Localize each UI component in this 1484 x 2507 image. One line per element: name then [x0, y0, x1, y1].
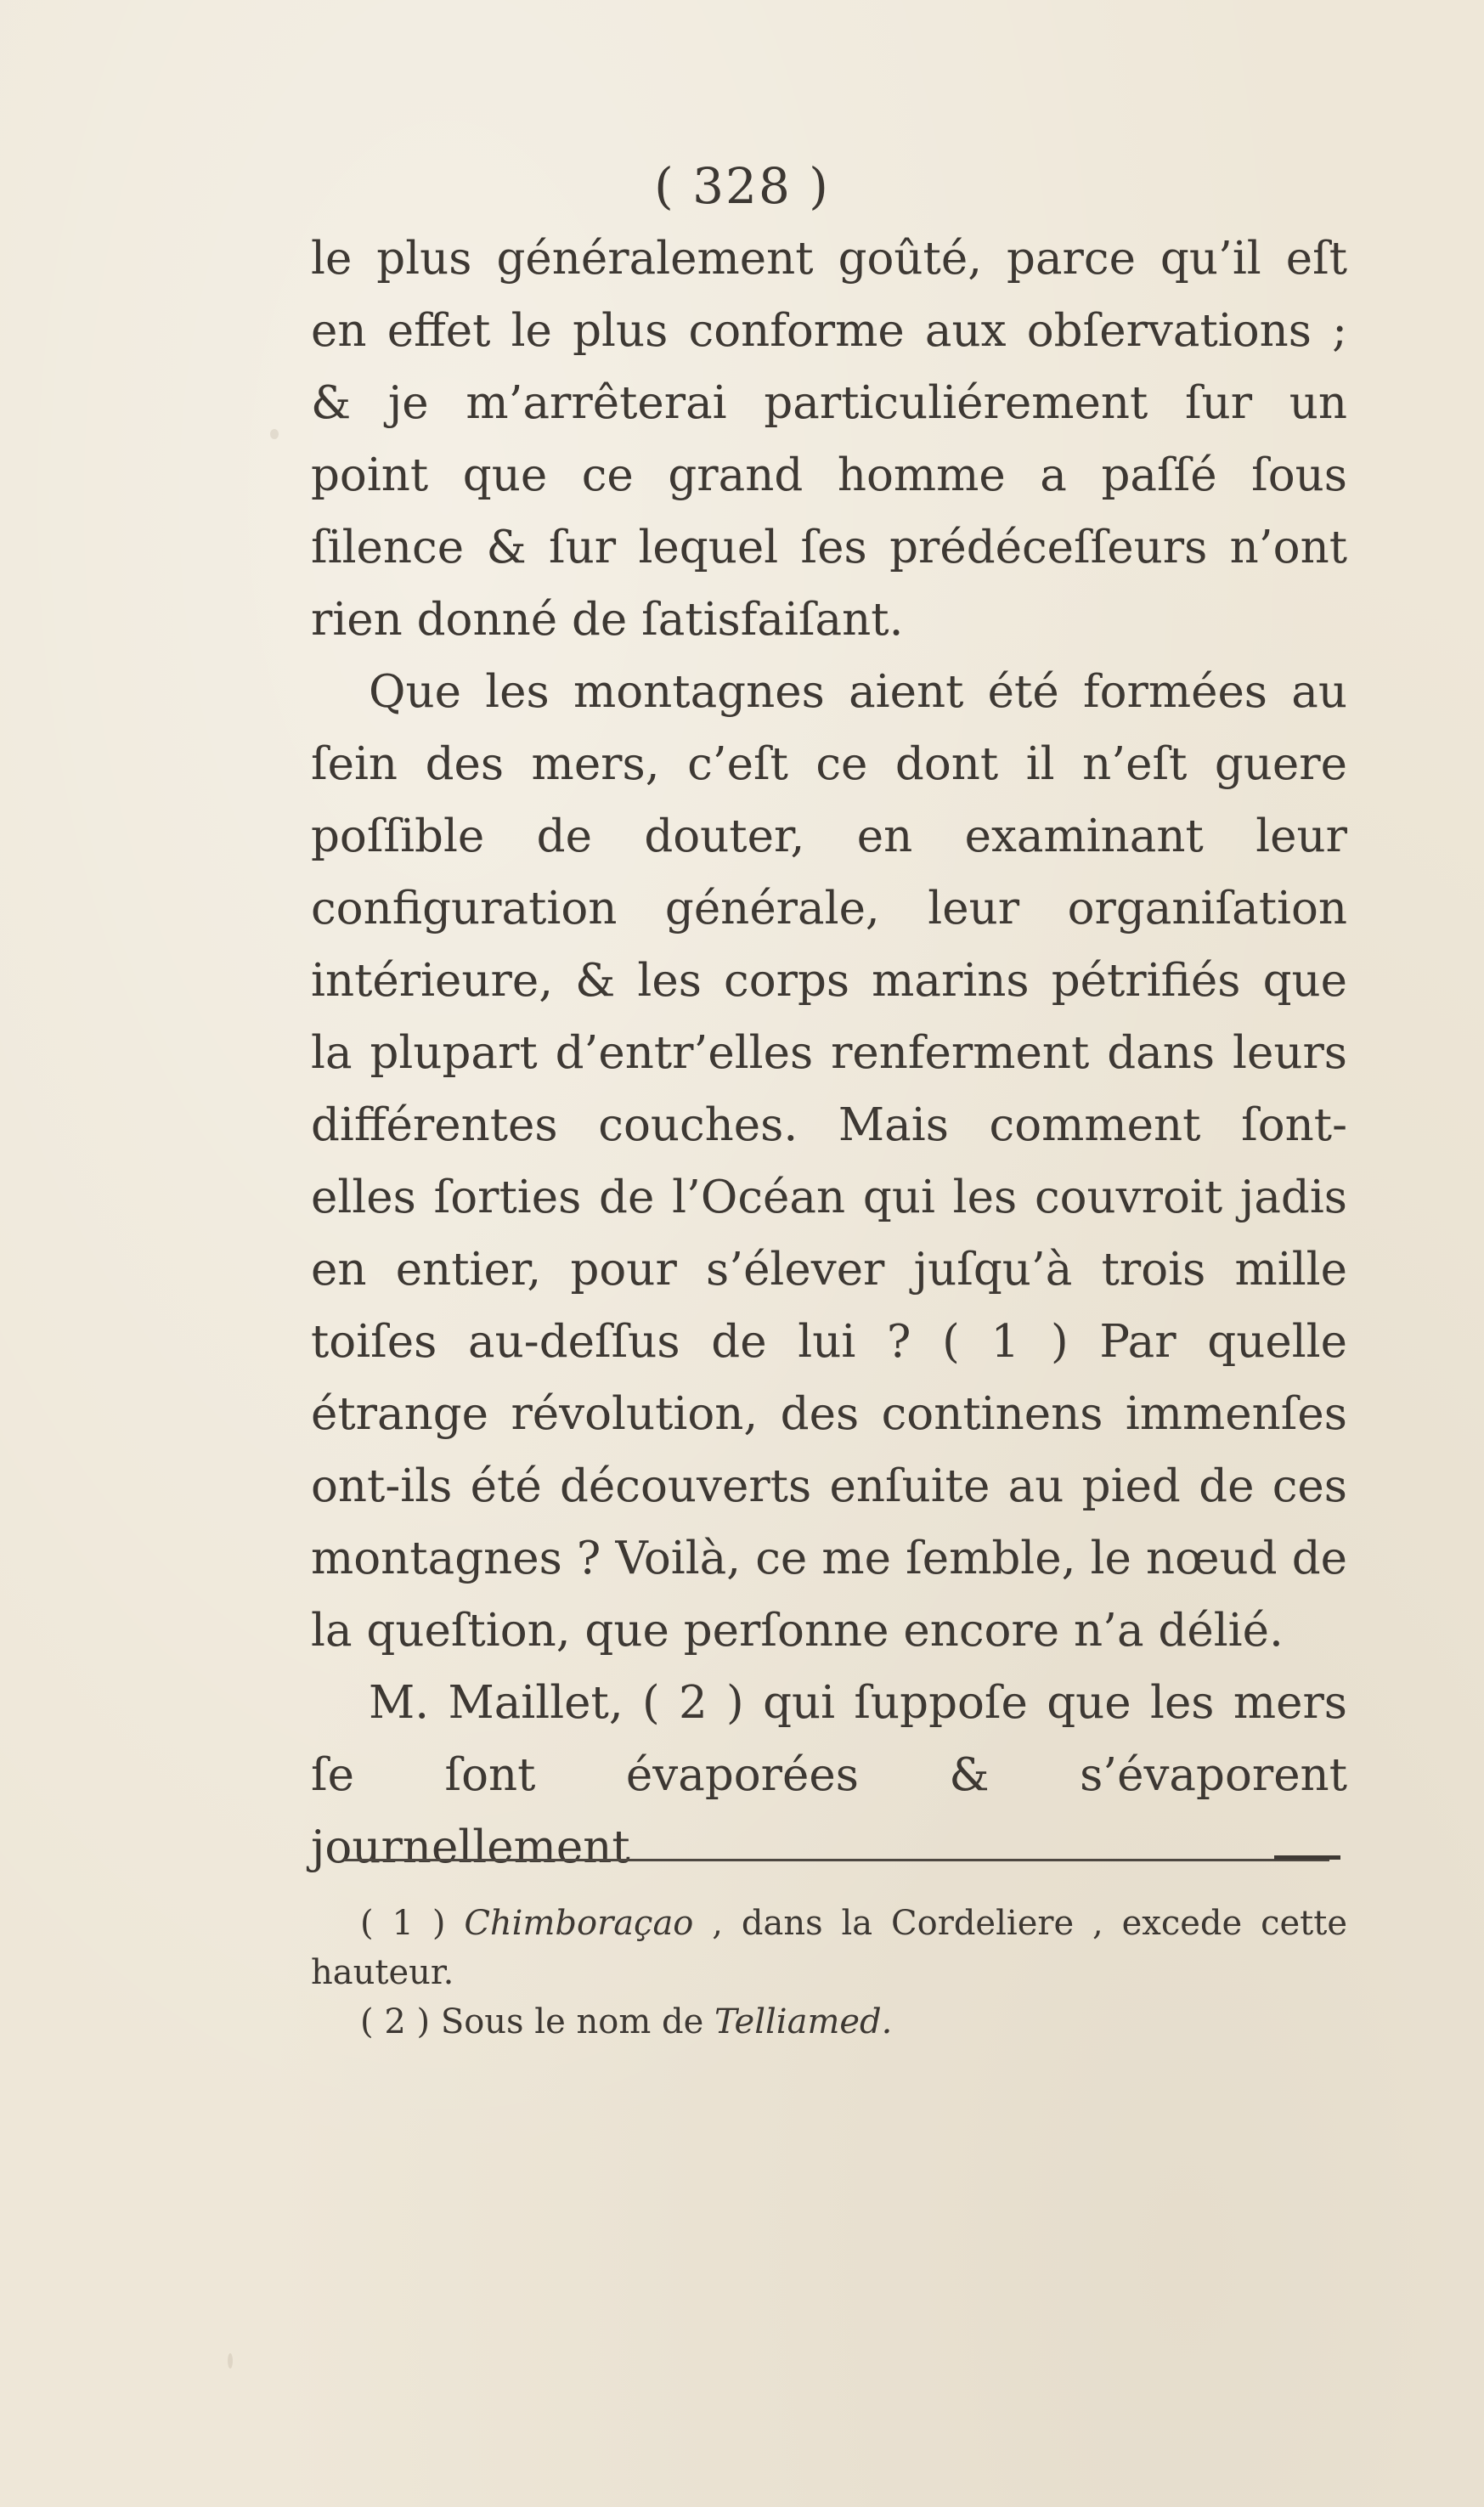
paragraph-2: Que les montagnes aient été formées au ſein des mers, c’eſt ce dont il n’eſt guere poſſible de douter, en examinant leur configuration générale, leur organiſation intérieure, & les corps marins pétrifiés que la plupart d’entr’elles renferment dans leurs différentes couches. Mais comment ſont-elles ſorties de l’Océan qui les couvroit jadis en entier, pour s’élever juſqu’à trois mille toiſes au-deſſus de lui ? ( 1 ) Par quelle étrange révolution, des continens immenſes ont-ils été découverts enſuite au pied de ces montagnes ? Voilà, ce me ſemble, le nœud de la queſtion, que perſonne encore n’a délié. [311, 666, 1347, 1657]
page-number: ( 328 ) [654, 157, 830, 215]
footnote-1-term: Chimboraçao [464, 1904, 694, 1943]
paper-spot [228, 2353, 233, 2369]
footnote-2-term: Telliamed. [714, 2002, 893, 2041]
paper-spot [270, 429, 279, 439]
footnote-1-text: , dans la Cordeliere , excede cette hauteur. [311, 1904, 1347, 1992]
footnote-1-marker: ( 1 ) [360, 1904, 465, 1943]
footnote-1 [311, 1899, 1347, 1997]
paragraph-1: le plus généralement goûté, parce qu’il eſt en effet le plus conforme aux obſervations ; & je m’arrêterai particuliérement ſur un point que ce grand homme a paſſé ſous ſilence & ſur lequel ſes prédéceſſeurs n’ont rien donné de ſatisfaiſant. [311, 233, 1347, 646]
footnotes [311, 1899, 1347, 2047]
footnote-2-marker: ( 2 ) [360, 2002, 441, 2041]
paragraph-3: M. Maillet, ( 2 ) qui ſuppoſe que les mers ſe ſont évaporées & s’évaporent journellement [311, 1677, 1347, 1873]
footnote-divider-mark [1274, 1855, 1340, 1860]
footnote-2 [311, 1997, 1347, 2047]
footnote-2-text: Sous le nom de [440, 2002, 714, 2041]
main-text [311, 223, 1347, 1883]
footnote-divider [344, 1859, 1329, 1861]
